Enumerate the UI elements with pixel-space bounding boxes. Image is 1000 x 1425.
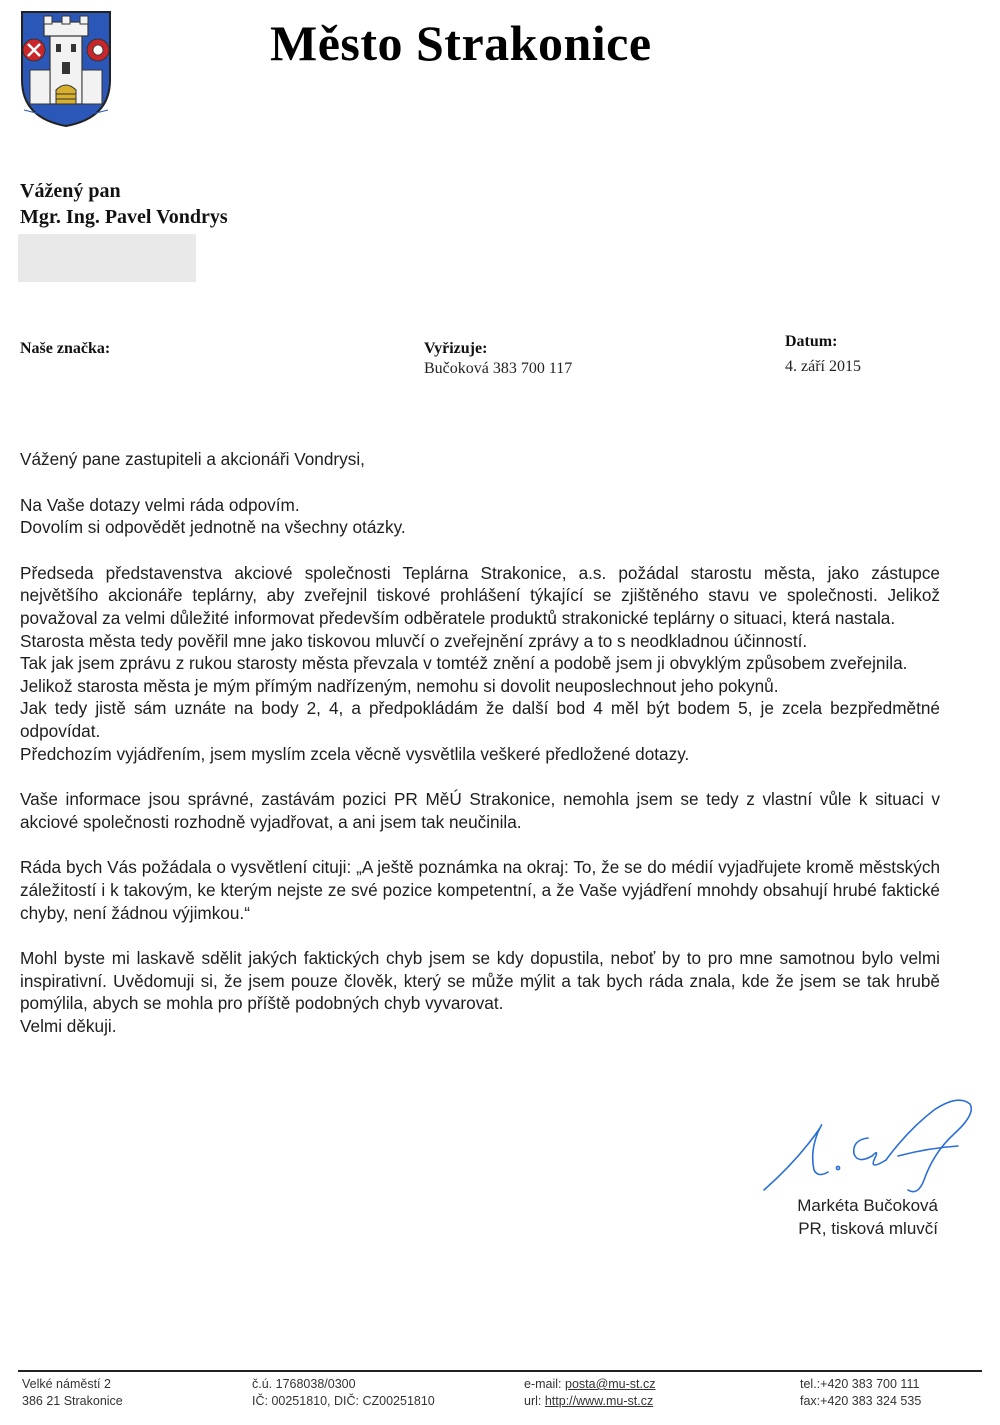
footer-email-row xyxy=(524,1376,656,1393)
footer-url-row xyxy=(524,1393,656,1410)
main-paragraph xyxy=(20,562,940,765)
intro-line: Dovolím si odpovědět jednotně na všechny otázky. xyxy=(20,517,406,538)
letter-body xyxy=(20,448,940,1037)
date-label: Datum: xyxy=(785,333,838,350)
footer-ids: IČ: 00251810, DIČ: CZ00251810 xyxy=(252,1394,435,1408)
footer-email-label: e-mail: xyxy=(524,1377,562,1391)
paragraph-line: Předchozím vyjádřením, jsem myslím zcela věcně vysvětlila veškeré předložené dotazy. xyxy=(20,743,690,764)
footer-tel: tel.:+420 383 700 111 xyxy=(800,1377,920,1391)
footer-url-label: url: xyxy=(524,1394,542,1408)
intro-paragraph xyxy=(20,494,940,539)
paragraph-line: Jak tedy jistě sám uznáte na body 2, 4, a předpokládám že další bod 4 měl být bodem 5, je zcela bezpředmětné odpovídat. xyxy=(20,698,940,741)
signatory-role: PR, tisková mluvčí xyxy=(798,1219,938,1238)
our-ref-label: Naše značka: xyxy=(20,340,111,357)
footer-contacts xyxy=(524,1376,656,1410)
handler-label: Vyřizuje: xyxy=(424,340,488,357)
paragraph-line: Tak jak jsem zprávu z rukou starosty města převzala v tomtéž znění a podobě jsem ji obvyklým způsobem zveřejnila. xyxy=(20,653,908,674)
footer-fax: fax:+420 383 324 535 xyxy=(800,1394,922,1408)
request-text: Mohl byste mi laskavě sdělit jakých faktických chyb jsem se kdy dopustila, neboť by to pro mne samotnou bylo velmi inspirativní. Uvědomuji si, že jsem pouze člověk, který se může mýlit a tak bych ráda znala, kde že jsem se tak hrubě pomýlila, abych se mohla pro příště podobných chyb vyvarovat. xyxy=(20,948,940,1014)
paragraph-line: Předseda představenstva akciové společnosti Teplárna Strakonice, a.s. požádal starostu města, jako zástupce největšího akcionáře teplárny, aby zveřejnil tiskové prohlášení týkající se zjištěného stavu ve společnosti. Jelikož považoval za velmi důležité informovat především odběratele produktů strakonické teplárny o situaci, která nastala. xyxy=(20,562,940,628)
footer-account: č.ú. 1768038/0300 xyxy=(252,1377,356,1391)
recipient-salutation: Vážený pan xyxy=(20,180,121,202)
handwritten-signature-icon xyxy=(758,1090,990,1200)
footer-bank xyxy=(252,1376,435,1410)
position-paragraph: Vaše informace jsou správné, zastávám pozici PR MěÚ Strakonice, nemohla jsem se tedy z vlastní vůle k situaci v akciové společnosti rozhodně vyjadřovat, a ani jsem tak neučinila. xyxy=(20,789,940,832)
recipient-name: Mgr. Ing. Pavel Vondrys xyxy=(20,206,228,228)
signatory-name: Markéta Bučoková xyxy=(797,1196,938,1215)
footer-url-link[interactable]: http://www.mu-st.cz xyxy=(544,1394,654,1408)
paragraph-line: Starosta města tedy pověřil mne jako tiskovou mluvčí o zveřejnění zprávy a to s neodkladnou účinností. xyxy=(20,630,808,651)
footer-email-link[interactable]: posta@mu-st.cz xyxy=(565,1377,656,1391)
date-value: 4. září 2015 xyxy=(785,358,861,375)
footer-street: Velké náměstí 2 xyxy=(22,1377,111,1391)
quote-paragraph: Ráda bych Vás požádala o vysvětlení cituji: „A ještě poznámka na okraj: To, že se do médií vyjadřujete kromě městských záležitostí i k takovým, ke kterým nejste ze své pozice kompetentní, a že Vaše vyjádření mnohdy obsahují hrubé faktické chyby, není žádnou výjimkou.“ xyxy=(20,857,940,923)
greeting xyxy=(20,448,940,471)
intro-line: Na Vaše dotazy velmi ráda odpovím. xyxy=(20,494,300,515)
footer-city: 386 21 Strakonice xyxy=(22,1394,123,1408)
footer-phone xyxy=(800,1376,921,1410)
handler-value: Bučoková 383 700 117 xyxy=(424,360,573,377)
greeting-text: Vážený pane zastupiteli a akcionáři Vondrysi, xyxy=(20,449,365,469)
city-coat-of-arms-icon xyxy=(20,10,112,128)
footer-divider xyxy=(18,1370,982,1372)
request-paragraph xyxy=(20,947,940,1037)
closing-text: Velmi děkuji. xyxy=(20,1015,117,1036)
city-title: Město Strakonice xyxy=(270,15,652,71)
paragraph-line: Jelikož starosta města je mým přímým nadřízeným, nemohu si dovolit neuposlechnout jeho pokynů. xyxy=(20,675,779,696)
redacted-address-block xyxy=(18,234,196,282)
footer-address xyxy=(22,1376,123,1410)
